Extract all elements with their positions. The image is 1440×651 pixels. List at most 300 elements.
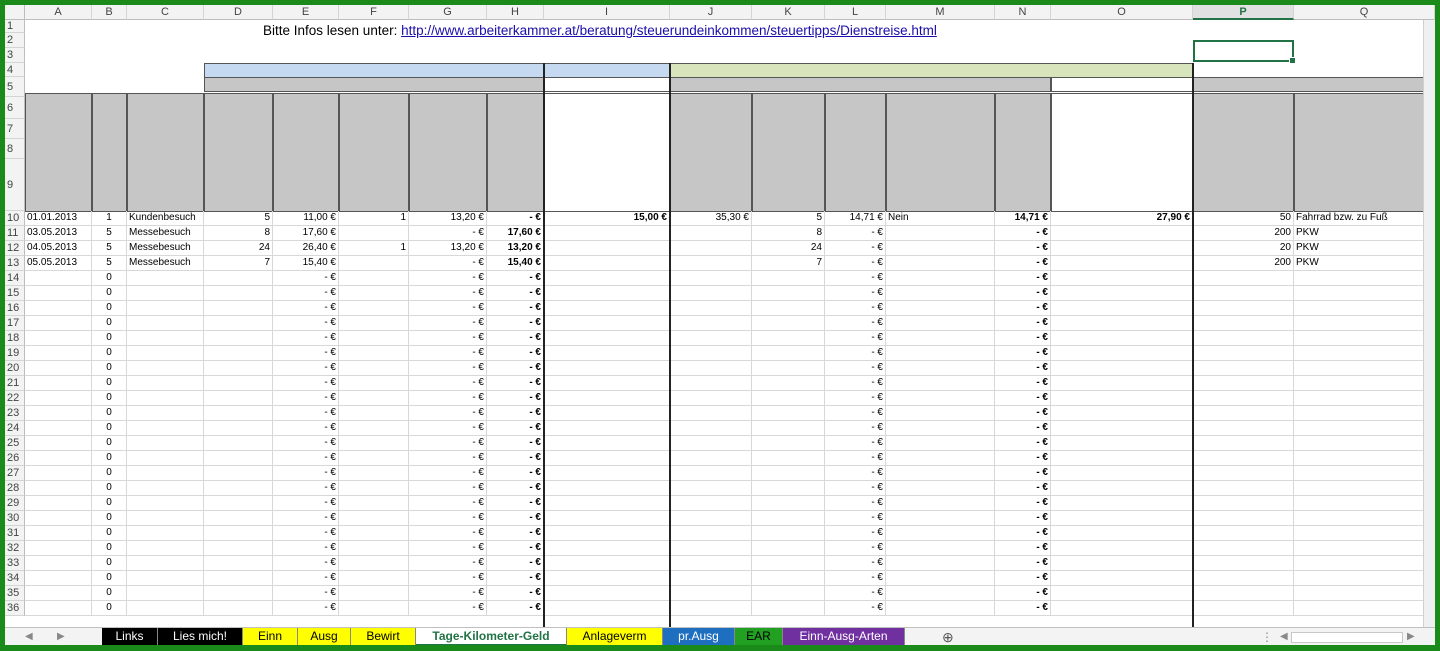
- cell-n[interactable]: - €: [995, 406, 1051, 421]
- row-header-3[interactable]: 3: [5, 48, 25, 63]
- cell-e[interactable]: - €: [273, 271, 339, 286]
- cell-o[interactable]: [1051, 451, 1193, 466]
- cell-p[interactable]: 200: [1193, 256, 1294, 271]
- cell-f[interactable]: [339, 571, 409, 586]
- cell-f[interactable]: [339, 526, 409, 541]
- cell-c[interactable]: [127, 391, 204, 406]
- cell-i[interactable]: [544, 526, 670, 541]
- cell-q[interactable]: [1294, 421, 1435, 436]
- cell-o[interactable]: [1051, 526, 1193, 541]
- cell-g[interactable]: 13,20 €: [409, 211, 487, 226]
- cell-l[interactable]: - €: [825, 601, 886, 616]
- tab-ear[interactable]: EAR: [735, 628, 783, 645]
- cell-b[interactable]: 5: [92, 256, 127, 271]
- cell-d[interactable]: [204, 571, 273, 586]
- cell-b[interactable]: 0: [92, 496, 127, 511]
- cell-p[interactable]: [1193, 346, 1294, 361]
- cell-h[interactable]: - €: [487, 556, 544, 571]
- cell-f[interactable]: [339, 361, 409, 376]
- cell-d[interactable]: [204, 391, 273, 406]
- cell-i[interactable]: [544, 451, 670, 466]
- row-header-22[interactable]: 22: [5, 391, 25, 406]
- cell-l[interactable]: - €: [825, 586, 886, 601]
- split-handle-icon[interactable]: ⋮: [1261, 630, 1273, 644]
- cell-j[interactable]: 35,30 €: [670, 211, 752, 226]
- cell-g[interactable]: - €: [409, 481, 487, 496]
- vertical-scrollbar[interactable]: [1423, 20, 1435, 627]
- cell-j[interactable]: [670, 226, 752, 241]
- cell-d[interactable]: [204, 436, 273, 451]
- cell-c[interactable]: [127, 436, 204, 451]
- cell-h[interactable]: - €: [487, 361, 544, 376]
- cell-d[interactable]: 5: [204, 211, 273, 226]
- cell-g[interactable]: - €: [409, 526, 487, 541]
- cell-k[interactable]: [752, 481, 825, 496]
- row-header-31[interactable]: 31: [5, 526, 25, 541]
- cell-h[interactable]: - €: [487, 451, 544, 466]
- cell-i[interactable]: [544, 286, 670, 301]
- cell-o[interactable]: [1051, 571, 1193, 586]
- cell-g[interactable]: - €: [409, 226, 487, 241]
- cell-f[interactable]: [339, 271, 409, 286]
- cell-q[interactable]: [1294, 406, 1435, 421]
- cell-c[interactable]: Messebesuch: [127, 256, 204, 271]
- cell-e[interactable]: - €: [273, 601, 339, 616]
- cell-q[interactable]: PKW: [1294, 226, 1435, 241]
- cell-e[interactable]: - €: [273, 526, 339, 541]
- cell-c[interactable]: [127, 601, 204, 616]
- cell-d[interactable]: [204, 286, 273, 301]
- cell-h[interactable]: - €: [487, 421, 544, 436]
- cell-n[interactable]: - €: [995, 496, 1051, 511]
- cell-o[interactable]: 27,90 €: [1051, 211, 1193, 226]
- cell-q[interactable]: [1294, 541, 1435, 556]
- cell-h[interactable]: - €: [487, 481, 544, 496]
- cell-h[interactable]: - €: [487, 211, 544, 226]
- cell-b[interactable]: 0: [92, 511, 127, 526]
- cell-a[interactable]: [25, 601, 92, 616]
- cell-k[interactable]: [752, 571, 825, 586]
- cell-e[interactable]: - €: [273, 556, 339, 571]
- cell-l[interactable]: - €: [825, 316, 886, 331]
- cell-e[interactable]: - €: [273, 496, 339, 511]
- cell-d[interactable]: 24: [204, 241, 273, 256]
- cell-d[interactable]: [204, 526, 273, 541]
- cell-m[interactable]: [886, 256, 995, 271]
- cell-i[interactable]: [544, 331, 670, 346]
- cell-k[interactable]: [752, 496, 825, 511]
- column-header-e[interactable]: E: [273, 5, 339, 20]
- cell-g[interactable]: - €: [409, 571, 487, 586]
- cell-o[interactable]: [1051, 271, 1193, 286]
- cell-f[interactable]: [339, 556, 409, 571]
- cell-q[interactable]: Fahrrad bzw. zu Fuß: [1294, 211, 1435, 226]
- cell-b[interactable]: 0: [92, 391, 127, 406]
- cell-l[interactable]: - €: [825, 331, 886, 346]
- cell-i[interactable]: [544, 586, 670, 601]
- cell-b[interactable]: 0: [92, 541, 127, 556]
- cell-k[interactable]: [752, 511, 825, 526]
- row-header-1[interactable]: 1: [5, 20, 25, 33]
- cell-g[interactable]: - €: [409, 601, 487, 616]
- cell-c[interactable]: [127, 571, 204, 586]
- cell-o[interactable]: [1051, 541, 1193, 556]
- tab-lies-mich-[interactable]: Lies mich!: [158, 628, 243, 645]
- cell-a[interactable]: [25, 391, 92, 406]
- row-header-9[interactable]: 9: [5, 159, 25, 211]
- cell-b[interactable]: 0: [92, 271, 127, 286]
- cell-d[interactable]: [204, 586, 273, 601]
- cell-f[interactable]: 1: [339, 241, 409, 256]
- cell-d[interactable]: 7: [204, 256, 273, 271]
- cell-p[interactable]: [1193, 361, 1294, 376]
- cell-l[interactable]: - €: [825, 436, 886, 451]
- cell-a[interactable]: [25, 361, 92, 376]
- row-header-24[interactable]: 24: [5, 421, 25, 436]
- cell-b[interactable]: 0: [92, 556, 127, 571]
- cell-l[interactable]: - €: [825, 361, 886, 376]
- cell-a[interactable]: [25, 451, 92, 466]
- cell-h[interactable]: - €: [487, 541, 544, 556]
- cell-i[interactable]: [544, 226, 670, 241]
- cell-e[interactable]: - €: [273, 316, 339, 331]
- tab-einn-ausg-arten[interactable]: Einn-Ausg-Arten: [783, 628, 905, 645]
- cell-l[interactable]: - €: [825, 286, 886, 301]
- cell-h[interactable]: - €: [487, 466, 544, 481]
- row-header-26[interactable]: 26: [5, 451, 25, 466]
- cell-d[interactable]: [204, 361, 273, 376]
- cell-d[interactable]: [204, 511, 273, 526]
- cell-h[interactable]: - €: [487, 526, 544, 541]
- cell-n[interactable]: - €: [995, 541, 1051, 556]
- cell-m[interactable]: [886, 451, 995, 466]
- cell-p[interactable]: 20: [1193, 241, 1294, 256]
- cell-b[interactable]: 0: [92, 301, 127, 316]
- cell-l[interactable]: - €: [825, 451, 886, 466]
- cell-p[interactable]: [1193, 601, 1294, 616]
- cell-c[interactable]: [127, 451, 204, 466]
- cell-l[interactable]: - €: [825, 481, 886, 496]
- cell-f[interactable]: [339, 331, 409, 346]
- cell-d[interactable]: [204, 451, 273, 466]
- row-header-2[interactable]: 2: [5, 33, 25, 48]
- cell-n[interactable]: - €: [995, 346, 1051, 361]
- cell-e[interactable]: 15,40 €: [273, 256, 339, 271]
- cell-q[interactable]: [1294, 271, 1435, 286]
- cell-m[interactable]: [886, 601, 995, 616]
- row-header-33[interactable]: 33: [5, 556, 25, 571]
- info-link[interactable]: http://www.arbeiterkammer.at/beratung/steuerundeinkommen/steuertipps/Dienstreise.html: [401, 23, 937, 38]
- cell-c[interactable]: [127, 481, 204, 496]
- cell-e[interactable]: - €: [273, 361, 339, 376]
- cell-e[interactable]: - €: [273, 481, 339, 496]
- cell-f[interactable]: [339, 436, 409, 451]
- cell-h[interactable]: 13,20 €: [487, 241, 544, 256]
- cell-m[interactable]: [886, 586, 995, 601]
- cell-g[interactable]: - €: [409, 391, 487, 406]
- cell-q[interactable]: PKW: [1294, 241, 1435, 256]
- cell-h[interactable]: - €: [487, 316, 544, 331]
- cell-j[interactable]: [670, 496, 752, 511]
- cell-f[interactable]: [339, 496, 409, 511]
- cell-h[interactable]: - €: [487, 496, 544, 511]
- cell-k[interactable]: [752, 391, 825, 406]
- cell-a[interactable]: [25, 286, 92, 301]
- cell-j[interactable]: [670, 271, 752, 286]
- cell-m[interactable]: [886, 556, 995, 571]
- cell-b[interactable]: 5: [92, 241, 127, 256]
- row-header-4[interactable]: 4: [5, 63, 25, 77]
- cell-g[interactable]: 13,20 €: [409, 241, 487, 256]
- row-header-36[interactable]: 36: [5, 601, 25, 616]
- cell-k[interactable]: [752, 316, 825, 331]
- row-header-8[interactable]: 8: [5, 139, 25, 159]
- cell-i[interactable]: [544, 256, 670, 271]
- cell-i[interactable]: [544, 436, 670, 451]
- cell-j[interactable]: [670, 346, 752, 361]
- cell-h[interactable]: - €: [487, 436, 544, 451]
- cell-p[interactable]: [1193, 451, 1294, 466]
- cell-q[interactable]: [1294, 586, 1435, 601]
- cell-e[interactable]: - €: [273, 376, 339, 391]
- cell-j[interactable]: [670, 421, 752, 436]
- cell-i[interactable]: [544, 316, 670, 331]
- cell-b[interactable]: 0: [92, 406, 127, 421]
- row-header-34[interactable]: 34: [5, 571, 25, 586]
- cell-k[interactable]: [752, 556, 825, 571]
- cell-o[interactable]: [1051, 361, 1193, 376]
- column-header-a[interactable]: A: [25, 5, 92, 20]
- cell-i[interactable]: [544, 406, 670, 421]
- cell-k[interactable]: [752, 376, 825, 391]
- row-header-7[interactable]: 7: [5, 119, 25, 139]
- cell-m[interactable]: [886, 286, 995, 301]
- tab-bewirt[interactable]: Bewirt: [351, 628, 416, 645]
- cell-g[interactable]: - €: [409, 331, 487, 346]
- cell-n[interactable]: - €: [995, 481, 1051, 496]
- cell-b[interactable]: 0: [92, 526, 127, 541]
- cell-o[interactable]: [1051, 316, 1193, 331]
- row-header-5[interactable]: 5: [5, 77, 25, 97]
- cell-g[interactable]: - €: [409, 286, 487, 301]
- cell-c[interactable]: Messebesuch: [127, 241, 204, 256]
- cell-l[interactable]: - €: [825, 496, 886, 511]
- cell-k[interactable]: [752, 601, 825, 616]
- cell-o[interactable]: [1051, 241, 1193, 256]
- cell-i[interactable]: [544, 346, 670, 361]
- cell-m[interactable]: [886, 526, 995, 541]
- cell-k[interactable]: [752, 406, 825, 421]
- tab-einn[interactable]: Einn: [243, 628, 298, 645]
- add-sheet-icon[interactable]: ⊕: [942, 629, 954, 645]
- cell-a[interactable]: 04.05.2013: [25, 241, 92, 256]
- cell-b[interactable]: 0: [92, 481, 127, 496]
- cell-n[interactable]: - €: [995, 301, 1051, 316]
- row-header-30[interactable]: 30: [5, 511, 25, 526]
- row-header-19[interactable]: 19: [5, 346, 25, 361]
- cell-k[interactable]: [752, 271, 825, 286]
- row-header-23[interactable]: 23: [5, 406, 25, 421]
- column-header-n[interactable]: N: [995, 5, 1051, 20]
- cell-f[interactable]: [339, 481, 409, 496]
- cell-k[interactable]: 8: [752, 226, 825, 241]
- cell-q[interactable]: [1294, 391, 1435, 406]
- cell-e[interactable]: - €: [273, 451, 339, 466]
- cell-h[interactable]: - €: [487, 406, 544, 421]
- cell-g[interactable]: - €: [409, 451, 487, 466]
- cell-g[interactable]: - €: [409, 346, 487, 361]
- cell-b[interactable]: 0: [92, 586, 127, 601]
- cell-h[interactable]: 15,40 €: [487, 256, 544, 271]
- cell-f[interactable]: [339, 391, 409, 406]
- cell-e[interactable]: - €: [273, 301, 339, 316]
- cell-f[interactable]: [339, 256, 409, 271]
- cell-a[interactable]: [25, 331, 92, 346]
- cell-m[interactable]: [886, 391, 995, 406]
- cell-b[interactable]: 0: [92, 361, 127, 376]
- cell-i[interactable]: [544, 421, 670, 436]
- cell-j[interactable]: [670, 541, 752, 556]
- cell-c[interactable]: [127, 421, 204, 436]
- cell-l[interactable]: - €: [825, 391, 886, 406]
- cell-o[interactable]: [1051, 286, 1193, 301]
- cell-l[interactable]: - €: [825, 466, 886, 481]
- cell-j[interactable]: [670, 526, 752, 541]
- cell-k[interactable]: [752, 451, 825, 466]
- cell-c[interactable]: [127, 271, 204, 286]
- cell-e[interactable]: - €: [273, 541, 339, 556]
- cell-p[interactable]: [1193, 271, 1294, 286]
- cell-m[interactable]: [886, 376, 995, 391]
- cell-m[interactable]: [886, 541, 995, 556]
- cell-p[interactable]: [1193, 466, 1294, 481]
- cell-j[interactable]: [670, 586, 752, 601]
- hscroll-left-icon[interactable]: ◀: [1280, 631, 1288, 642]
- cell-j[interactable]: [670, 601, 752, 616]
- cell-a[interactable]: [25, 466, 92, 481]
- cell-i[interactable]: [544, 481, 670, 496]
- cell-b[interactable]: 0: [92, 571, 127, 586]
- row-header-28[interactable]: 28: [5, 481, 25, 496]
- cell-h[interactable]: - €: [487, 376, 544, 391]
- cell-p[interactable]: [1193, 436, 1294, 451]
- cell-c[interactable]: [127, 496, 204, 511]
- cell-a[interactable]: [25, 421, 92, 436]
- column-header-q[interactable]: Q: [1294, 5, 1435, 20]
- column-header-d[interactable]: D: [204, 5, 273, 20]
- cell-n[interactable]: - €: [995, 361, 1051, 376]
- cell-d[interactable]: [204, 601, 273, 616]
- cell-l[interactable]: - €: [825, 226, 886, 241]
- cell-e[interactable]: - €: [273, 346, 339, 361]
- cell-i[interactable]: [544, 241, 670, 256]
- cell-k[interactable]: [752, 466, 825, 481]
- row-header-29[interactable]: 29: [5, 496, 25, 511]
- cell-k[interactable]: 24: [752, 241, 825, 256]
- cell-a[interactable]: 03.05.2013: [25, 226, 92, 241]
- cell-q[interactable]: [1294, 556, 1435, 571]
- cell-p[interactable]: [1193, 316, 1294, 331]
- cell-h[interactable]: - €: [487, 571, 544, 586]
- cell-p[interactable]: [1193, 496, 1294, 511]
- cell-o[interactable]: [1051, 556, 1193, 571]
- cell-l[interactable]: - €: [825, 406, 886, 421]
- cell-b[interactable]: 1: [92, 211, 127, 226]
- cell-a[interactable]: [25, 436, 92, 451]
- cell-a[interactable]: [25, 271, 92, 286]
- cell-e[interactable]: 11,00 €: [273, 211, 339, 226]
- cell-f[interactable]: [339, 301, 409, 316]
- cell-q[interactable]: [1294, 481, 1435, 496]
- cell-p[interactable]: [1193, 406, 1294, 421]
- cell-b[interactable]: 0: [92, 466, 127, 481]
- select-all-corner[interactable]: [5, 5, 25, 20]
- cell-b[interactable]: 0: [92, 376, 127, 391]
- cell-o[interactable]: [1051, 601, 1193, 616]
- cell-a[interactable]: 01.01.2013: [25, 211, 92, 226]
- cell-a[interactable]: [25, 496, 92, 511]
- cell-q[interactable]: PKW: [1294, 256, 1435, 271]
- cell-m[interactable]: [886, 331, 995, 346]
- tab-scroll-right-icon[interactable]: ▶: [57, 631, 65, 642]
- cell-p[interactable]: [1193, 571, 1294, 586]
- cell-m[interactable]: [886, 271, 995, 286]
- tab-links[interactable]: Links: [102, 628, 158, 645]
- cell-q[interactable]: [1294, 376, 1435, 391]
- cell-l[interactable]: 14,71 €: [825, 211, 886, 226]
- cell-n[interactable]: - €: [995, 271, 1051, 286]
- cell-l[interactable]: - €: [825, 526, 886, 541]
- cell-n[interactable]: - €: [995, 331, 1051, 346]
- cell-n[interactable]: - €: [995, 256, 1051, 271]
- cell-f[interactable]: [339, 316, 409, 331]
- cell-a[interactable]: [25, 481, 92, 496]
- tab-pr-ausg[interactable]: pr.Ausg: [663, 628, 735, 645]
- cell-q[interactable]: [1294, 466, 1435, 481]
- cell-p[interactable]: [1193, 511, 1294, 526]
- row-header-16[interactable]: 16: [5, 301, 25, 316]
- cell-a[interactable]: [25, 376, 92, 391]
- cell-a[interactable]: [25, 556, 92, 571]
- cell-j[interactable]: [670, 376, 752, 391]
- cell-c[interactable]: Kundenbesuch: [127, 211, 204, 226]
- cell-c[interactable]: [127, 526, 204, 541]
- cell-o[interactable]: [1051, 496, 1193, 511]
- cell-p[interactable]: 50: [1193, 211, 1294, 226]
- row-header-14[interactable]: 14: [5, 271, 25, 286]
- cell-i[interactable]: [544, 361, 670, 376]
- cell-a[interactable]: [25, 346, 92, 361]
- cell-g[interactable]: - €: [409, 256, 487, 271]
- cell-q[interactable]: [1294, 361, 1435, 376]
- row-header-10[interactable]: 10: [5, 211, 25, 226]
- cell-f[interactable]: [339, 226, 409, 241]
- cell-j[interactable]: [670, 286, 752, 301]
- cell-g[interactable]: - €: [409, 271, 487, 286]
- row-header-27[interactable]: 27: [5, 466, 25, 481]
- cell-h[interactable]: - €: [487, 271, 544, 286]
- cell-c[interactable]: [127, 511, 204, 526]
- cell-l[interactable]: - €: [825, 376, 886, 391]
- cell-m[interactable]: [886, 301, 995, 316]
- cell-j[interactable]: [670, 406, 752, 421]
- hscroll-right-icon[interactable]: ▶: [1407, 631, 1415, 642]
- cell-l[interactable]: - €: [825, 241, 886, 256]
- cell-a[interactable]: [25, 571, 92, 586]
- cell-o[interactable]: [1051, 226, 1193, 241]
- cell-g[interactable]: - €: [409, 586, 487, 601]
- cell-k[interactable]: [752, 526, 825, 541]
